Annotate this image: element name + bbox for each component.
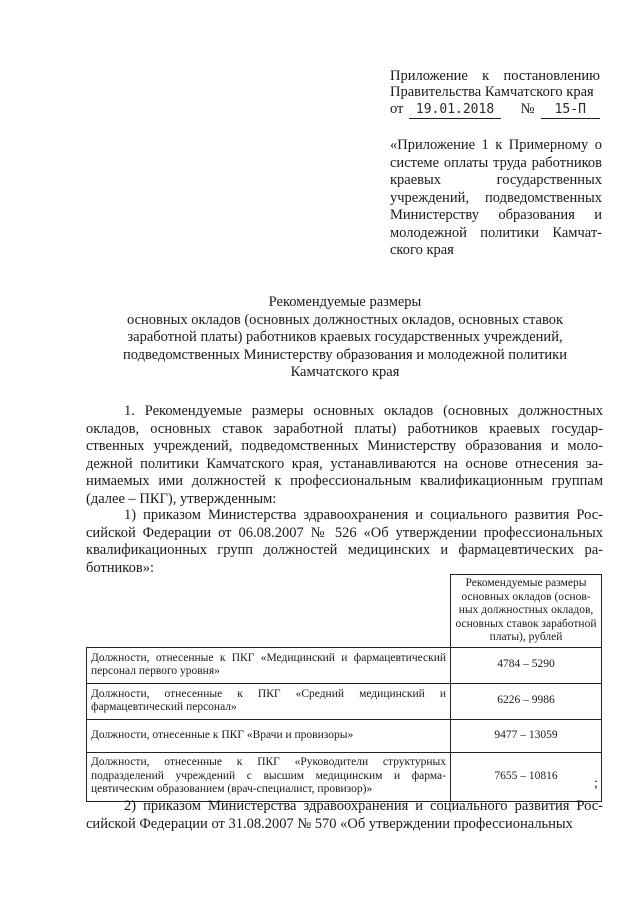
header-date-row	[390, 101, 600, 119]
date-prefix: от	[390, 101, 404, 117]
header-line-2: Правительства Камчатского края	[390, 84, 594, 100]
table-cell-salary: 7655 – 10816	[451, 752, 602, 801]
table-row	[87, 719, 602, 752]
table-row	[87, 683, 602, 719]
title-line-1: Рекомендуемые размеры	[268, 294, 422, 310]
table-cell-position: Должности, отнесенные к ПКГ «Руководители структурных подразделений учреждений с высшим медицинским и фармацевтическим образованием (врач-специалист, провизор)»	[87, 752, 451, 801]
header-word-appendix: Приложение	[390, 68, 468, 84]
paragraph-1: 1. Рекомендуемые размеры основных окладов (основных должностных окладов, основных ставок заработной платы) работников краевых государственных учреждений, подведомственных Министерству образования и молодежной политики Камчатского края, устанавливаются на основе отнесения занимаемых ими должностей к профессиональным квалификационным группам (далее – ПКГ), утвержденным:	[86, 403, 603, 507]
table-cell-position: Должности, отнесенные к ПКГ «Медицинский и фармацевтический персонал первого уровня»	[87, 647, 451, 683]
appendix-note: «Приложение 1 к Примерному о системе оплаты труда работников краевых государственных учреждений, подведомственных Министерству образования и молодежной политики Камчатского края	[390, 137, 602, 258]
table-row	[87, 647, 602, 683]
resolution-header	[390, 68, 600, 119]
salary-table	[86, 574, 602, 802]
table-cell-salary: 9477 – 13059	[451, 719, 602, 752]
handwritten-number: 15-П	[541, 102, 601, 119]
title-line-4: подведомственных Министерству образования и молодежной политики	[123, 346, 567, 363]
table-end-semicolon: ;	[594, 776, 598, 791]
table-header-empty-cell	[87, 575, 451, 648]
number-prefix: №	[520, 101, 535, 117]
table-header-cell: Рекомендуемые размеры основных окладов (основных должностных окладов, основных ставок заработной платы), рублей	[451, 575, 602, 648]
title-line-3: заработной платы) работников краевых государственных учреждений,	[127, 329, 563, 345]
header-word-resolution: постановлению	[503, 68, 600, 84]
document-title	[80, 294, 610, 382]
title-line-5: Камчатского края	[290, 364, 400, 380]
paragraph-3: 2) приказом Министерства здравоохранения и социального развития Российской Федерации от 31.08.2007 № 570 «Об утверждении профессиональных	[86, 798, 603, 832]
header-word-to: к	[482, 68, 490, 84]
table-cell-salary: 4784 – 5290	[451, 647, 602, 683]
header-line-1	[390, 68, 600, 84]
table-cell-position: Должности, отнесенные к ПКГ «Врачи и провизоры»	[87, 719, 451, 752]
handwritten-date: 19.01.2018	[409, 102, 500, 119]
table-row	[87, 752, 602, 801]
paragraph-2: 1) приказом Министерства здравоохранения и социального развития Российской Федерации от 06.08.2007 № 526 «Об утверждении профессиональных квалификационных групп должностей медицинских и фармацевтических работников»:	[86, 507, 603, 576]
table-cell-salary: 6226 – 9986	[451, 683, 602, 719]
title-line-2: основных окладов (основных должностных окладов, основных ставок	[126, 311, 564, 328]
table-cell-position: Должности, отнесенные к ПКГ «Средний медицинский и фармацевтический персонал»	[87, 683, 451, 719]
table-header-row	[87, 575, 602, 648]
